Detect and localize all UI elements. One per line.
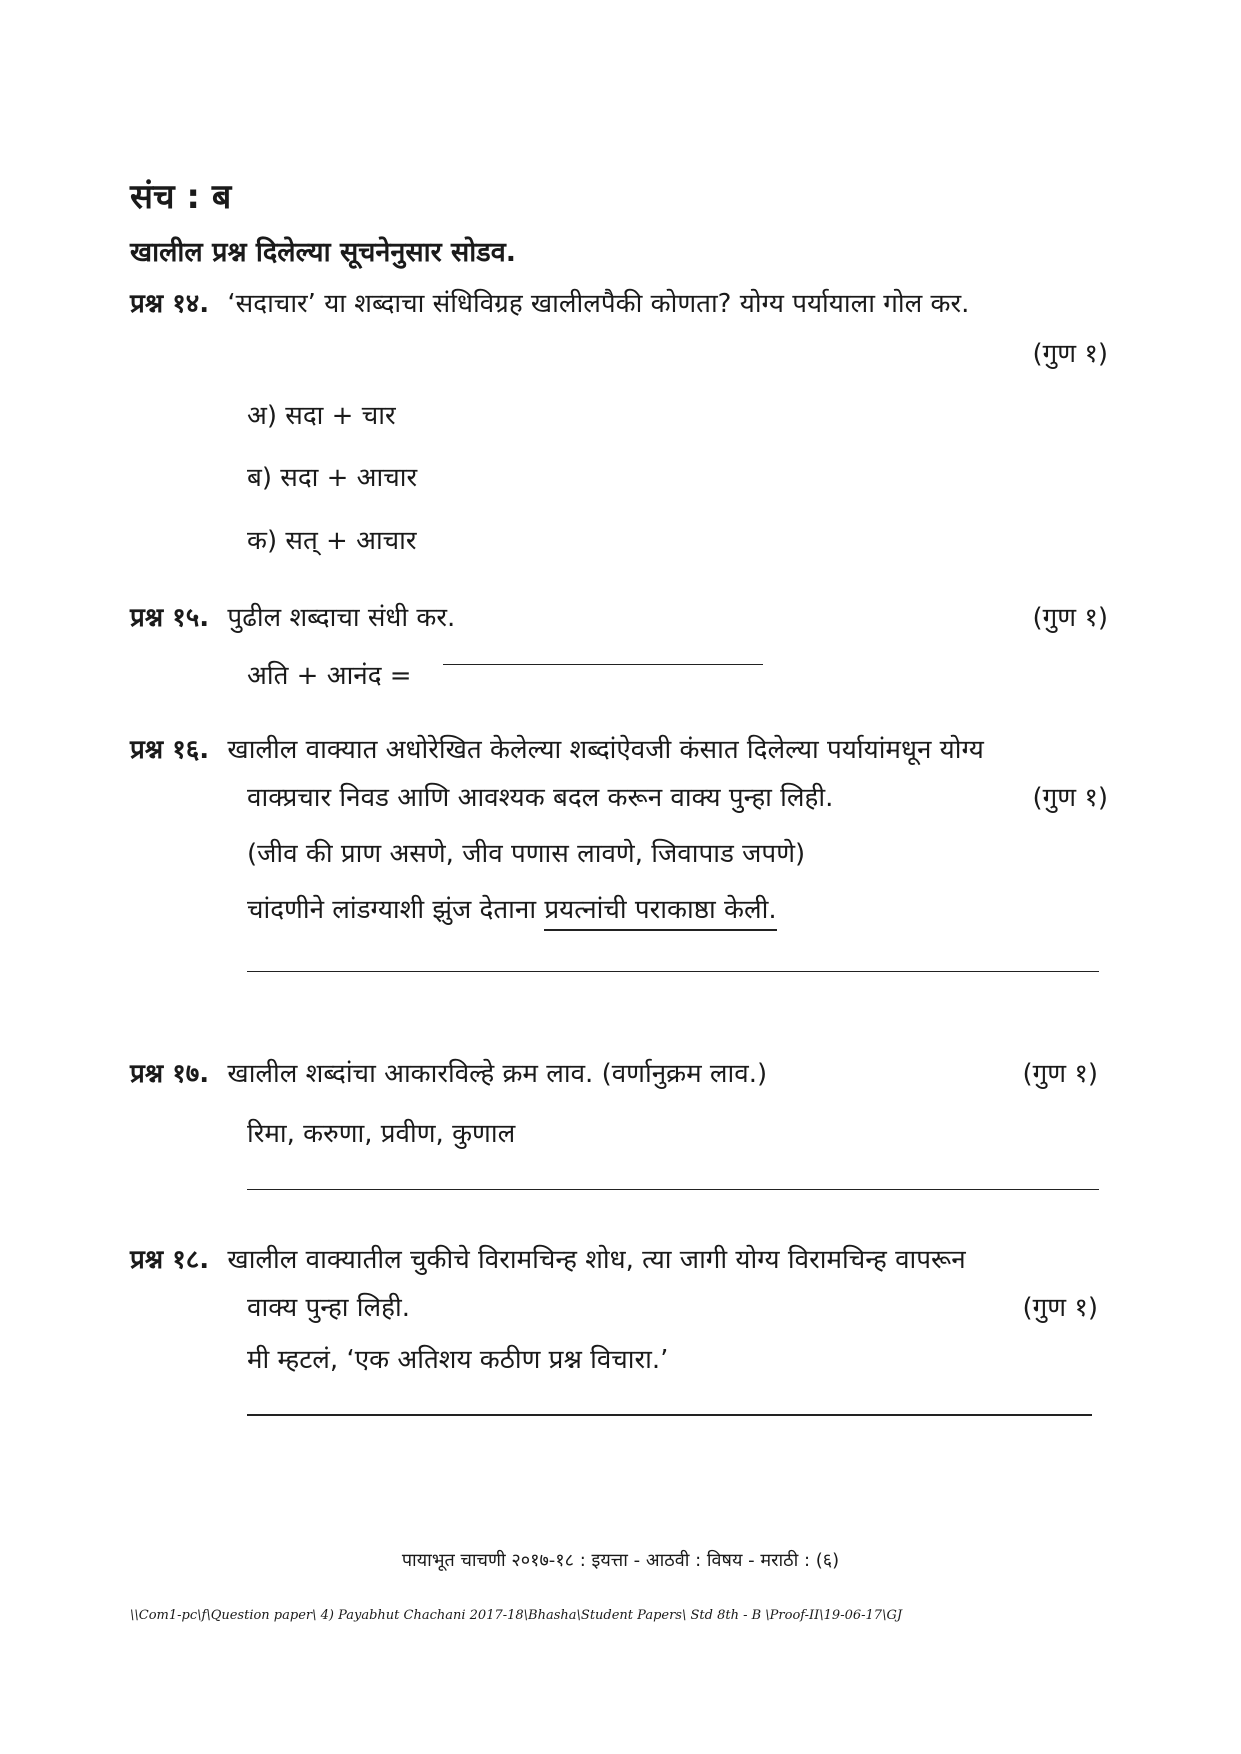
question-15-text: पुढील शब्दाचा संधी कर. xyxy=(227,603,456,633)
question-15-marks: (गुण १) xyxy=(1032,603,1108,633)
question-16-choices: (जीव की प्राण असणे, जीव पणास लावणे, जिवापाड जपणे) xyxy=(247,839,806,869)
question-14-label: प्रश्न १४. xyxy=(130,289,210,319)
file-path: \\Com1-pc\f\Question paper\ 4) Payabhut Chachani 2017-18\Bhasha\Student Papers\ Std 8th - B \Proof-II\19-06-17\GJ xyxy=(130,1608,903,1623)
question-15 xyxy=(130,598,455,634)
question-17-marks: (गुण १) xyxy=(1022,1059,1098,1089)
option-b: ब) सदा + आचार xyxy=(247,463,418,493)
question-16-marks: (गुण १) xyxy=(1032,783,1108,813)
option-a: अ) सदा + चार xyxy=(247,401,396,431)
question-18-marks: (गुण १) xyxy=(1022,1293,1098,1323)
question-15-label: प्रश्न १५. xyxy=(130,603,210,633)
question-18-label: प्रश्न १८. xyxy=(130,1245,210,1275)
set-title: संच : ब xyxy=(130,177,232,217)
question-16 xyxy=(130,730,984,766)
question-16-line-2: वाक्प्रचार निवड आणि आवश्यक बदल करून वाक्य पुन्हा लिही. xyxy=(247,783,834,813)
question-18 xyxy=(130,1240,966,1276)
question-17-label: प्रश्न १७. xyxy=(130,1059,210,1089)
question-15-expression: अति + आनंद = xyxy=(247,661,412,691)
underlined-phrase: प्रयत्नांची पराकाष्ठा केली. xyxy=(544,895,776,931)
instruction: खालील प्रश्न दिलेल्या सूचनेनुसार सोडव. xyxy=(130,237,516,268)
answer-line-15 xyxy=(443,664,763,665)
question-16-label: प्रश्न १६. xyxy=(130,735,210,765)
option-c: क) सत् + आचार xyxy=(247,526,417,556)
answer-line-18 xyxy=(247,1414,1092,1416)
page-footer: पायाभूत चाचणी २०१७-१८ : इयत्ता - आठवी : विषय - मराठी : (६) xyxy=(401,1550,840,1571)
question-14-marks: (गुण १) xyxy=(1032,339,1108,369)
question-18-sentence: मी म्हटलं, ‘एक अतिशय कठीण प्रश्न विचारा.’ xyxy=(247,1345,669,1375)
question-14-text: ‘सदाचार’ या शब्दाचा संधिविग्रह खालीलपैकी कोणता? योग्य पर्यायाला गोल कर. xyxy=(227,289,970,319)
answer-line-16 xyxy=(247,971,1099,972)
question-16-line-1: खालील वाक्यात अधोरेखित केलेल्या शब्दांऐवजी कंसात दिलेल्या पर्यायांमधून योग्य xyxy=(227,735,984,765)
question-17 xyxy=(130,1054,767,1090)
question-18-line-2: वाक्य पुन्हा लिही. xyxy=(247,1293,410,1323)
question-17-words: रिमा, करुणा, प्रवीण, कुणाल xyxy=(247,1119,516,1149)
answer-line-17 xyxy=(247,1189,1099,1190)
question-16-sentence xyxy=(247,890,777,926)
question-14 xyxy=(130,284,969,320)
sentence-prefix: चांदणीने लांडग्याशी झुंज देताना xyxy=(247,895,537,925)
question-17-text: खालील शब्दांचा आकारविल्हे क्रम लाव. (वर्णानुक्रम लाव.) xyxy=(227,1059,768,1089)
question-18-line-1: खालील वाक्यातील चुकीचे विरामचिन्ह शोध, त्या जागी योग्य विरामचिन्ह वापरून xyxy=(227,1245,966,1275)
